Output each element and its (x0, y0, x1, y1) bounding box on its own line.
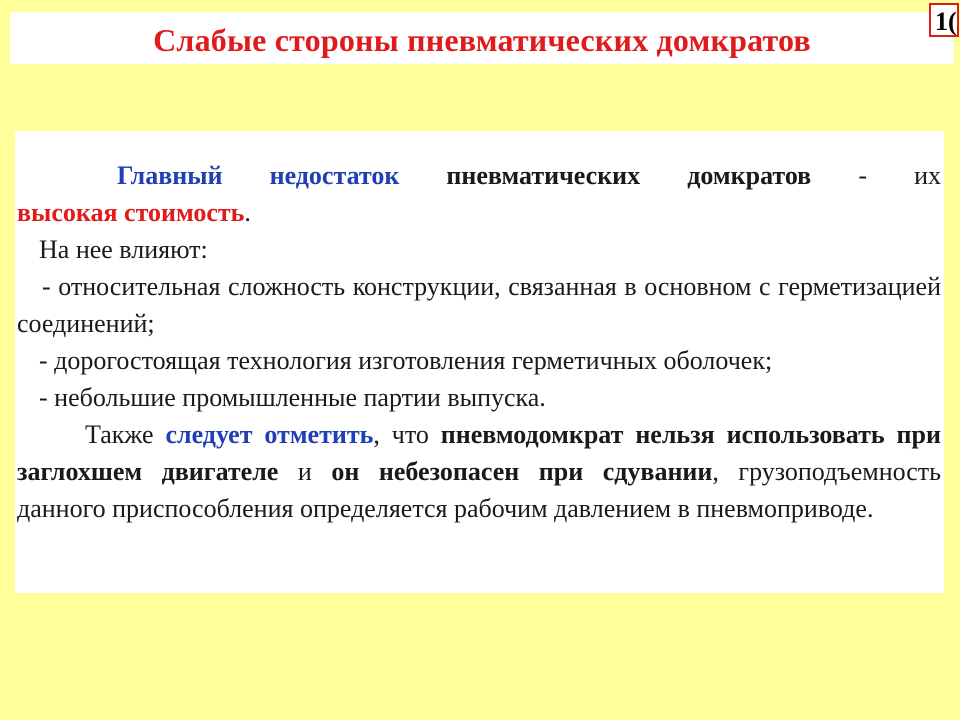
list-item-batches: - небольшие промышленные партии выпуска. (39, 383, 546, 412)
connector-text: - их (811, 161, 942, 190)
slide-title: Слабые стороны пневматических домкратов (153, 22, 811, 58)
influence-label: На нее влияют: (39, 235, 208, 264)
capacity-rest: , грузоподъемность данного приспособления определяется рабочим давлением в пневмоприводе. (17, 457, 942, 523)
comma-what: , что (373, 420, 441, 449)
and-text: и (278, 457, 332, 486)
list-item-complexity: - относительная сложность конструкции, связанная в основном с герметизацией соединений; (17, 272, 941, 338)
also-lead: Также (85, 420, 166, 449)
claim-unsafe-deflation: он небезопасен при сдувании (331, 457, 713, 486)
subject-phrase: пневматических домкратов (446, 161, 812, 190)
slide-body (17, 157, 941, 527)
note-phrase: следует отметить (165, 420, 374, 449)
paragraph-also-note (17, 416, 941, 527)
title-bar (10, 12, 954, 64)
list-item-technology: - дорогостоящая технология изготовления герметичных оболочек; (39, 346, 773, 375)
period: . (244, 198, 251, 227)
slide-number: 1( (929, 3, 959, 37)
main-drawback-label: Главный недостаток (117, 161, 400, 190)
claim-engine-off: пневмодомкрат нельзя использовать при заглохшем двигателе (17, 420, 941, 486)
paragraph-main-drawback (17, 157, 941, 194)
content-box (15, 131, 944, 593)
high-cost-phrase: высокая стоимость (17, 198, 245, 227)
paragraph-main-drawback-cont (17, 194, 941, 231)
